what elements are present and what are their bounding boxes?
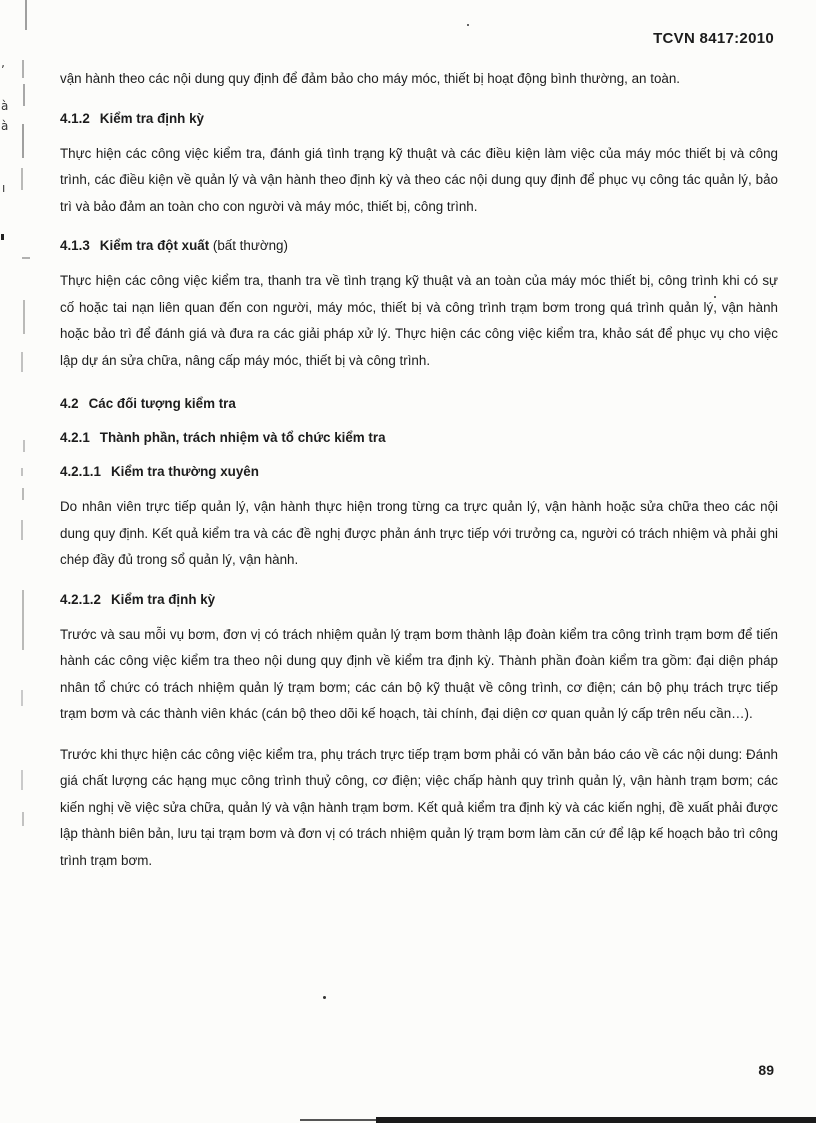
section-title: Kiểm tra định kỳ xyxy=(99,110,204,126)
margin-mark-4: ı xyxy=(2,181,6,195)
section-title-suffix: (bất thường) xyxy=(209,238,288,253)
page-body xyxy=(60,66,778,888)
section-number: 4.2.1.2 xyxy=(60,591,101,607)
section-number: 4.1.3 xyxy=(60,238,90,253)
heading-4-2-1-1 xyxy=(60,460,778,484)
heading-4-2-1-2 xyxy=(60,588,778,612)
section-number: 4.2.1.1 xyxy=(60,464,101,479)
section-title: Kiểm tra thường xuyên xyxy=(110,464,259,479)
section-title: Thành phần, trách nhiệm và tổ chức kiểm tra xyxy=(99,430,386,445)
heading-4-1-2 xyxy=(60,107,778,131)
paragraph-4-2-1-2-b: Trước khi thực hiện các công việc kiểm tra, phụ trách trực tiếp trạm bơm phải có văn bản báo cáo về các nội dung: Đánh giá chất lượng các hạng mục công trình thuỷ công, cơ điện; việc chấp hành quy trình quản lý, vận hành trạm bơm; các kiến nghị về việc sửa chữa, quản lý và vận hành trạm bơm. Kết quả kiểm tra định kỳ và các kiến nghị, đề xuất phải được lập thành biên bản, lưu tại trạm bơm và đơn vị có trách nhiệm quản lý trạm bơm làm căn cứ để lập kế hoạch bảo trì công trình trạm bơm. xyxy=(60,746,778,868)
page-number: 89 xyxy=(758,1062,774,1078)
paragraph-4-1-3: Thực hiện các công việc kiểm tra, thanh tra về tình trạng kỹ thuật và an toàn của máy móc thiết bị, công trình khi có sự cố hoặc tai nạn liên quan đến con người, máy móc, thiết bị và công trình trạm bơm trong quá trình quản lý, vận hành hoặc bảo trì để đánh giá và đưa ra các giải pháp xử lý. Thực hiện các công việc kiểm tra, khảo sát để phục vụ cho việc lập dự án sửa chữa, nâng cấp máy móc, thiết bị và công trình. xyxy=(60,273,778,368)
section-title: Kiểm tra định kỳ xyxy=(110,591,216,607)
paragraph-continuation: vận hành theo các nội dung quy định để đảm bảo cho máy móc, thiết bị hoạt động bình thường, an toàn. xyxy=(60,71,681,86)
section-number: 4.1.2 xyxy=(60,110,90,126)
scan-speck xyxy=(323,996,326,999)
scan-edge-bar xyxy=(376,1117,816,1123)
scan-edge-line xyxy=(300,1119,376,1121)
heading-4-1-3 xyxy=(60,234,778,258)
left-margin-scan-marks xyxy=(0,0,30,1123)
paragraph-4-1-2: Thực hiện các công việc kiểm tra, đánh giá tình trạng kỹ thuật và các điều kiện làm việc của máy móc thiết bị và công trình, các điều kiện về quản lý và vận hành theo định kỳ và theo các nội dung quy định để phục vụ công tác quản lý, bảo trì và bảo đảm an toàn cho con người và máy móc, thiết bị, công trình. xyxy=(60,145,778,214)
heading-4-2 xyxy=(60,392,778,416)
section-title: Các đối tượng kiểm tra xyxy=(88,396,236,411)
scan-speck xyxy=(714,296,716,298)
section-title: Kiểm tra đột xuất xyxy=(99,238,210,253)
section-number: 4.2 xyxy=(60,396,79,411)
scan-speck xyxy=(467,24,469,26)
section-number: 4.2.1 xyxy=(60,430,90,445)
heading-4-2-1 xyxy=(60,426,778,450)
paragraph-4-2-1-1: Do nhân viên trực tiếp quản lý, vận hành thực hiện trong từng ca trực quản lý, vận hành hoặc sửa chữa theo các nội dung quy định. Kết quả kiểm tra và các đề nghị được phản ánh trực tiếp với trưởng ca, người có trách nhiệm và phải ghi chép đầy đủ trong sổ quản lý, vận hành. xyxy=(60,499,778,567)
paragraph-4-2-1-2-a: Trước và sau mỗi vụ bơm, đơn vị có trách nhiệm quản lý trạm bơm thành lập đoàn kiểm tra công trình trạm bơm để tiến hành các công việc kiểm tra theo nội dung quy định về kiểm tra định kỳ. Thành phần đoàn kiểm tra gồm: đại diện pháp nhân tổ chức có trách nhiệm quản lý trạm bơm; các cán bộ kỹ thuật về công trình, cơ điện; cán bộ phụ trách trực tiếp trạm bơm và các thành viên khác (cán bộ theo dõi kế hoạch, tài chính, đại diện cơ quan quản lý cấp trên nếu cần…). xyxy=(60,626,778,721)
margin-mark-1: ʼ xyxy=(1,63,5,77)
margin-mark-2: à xyxy=(1,99,9,113)
standard-code-header: TCVN 8417:2010 xyxy=(653,30,774,47)
margin-mark-3: à xyxy=(1,119,9,133)
